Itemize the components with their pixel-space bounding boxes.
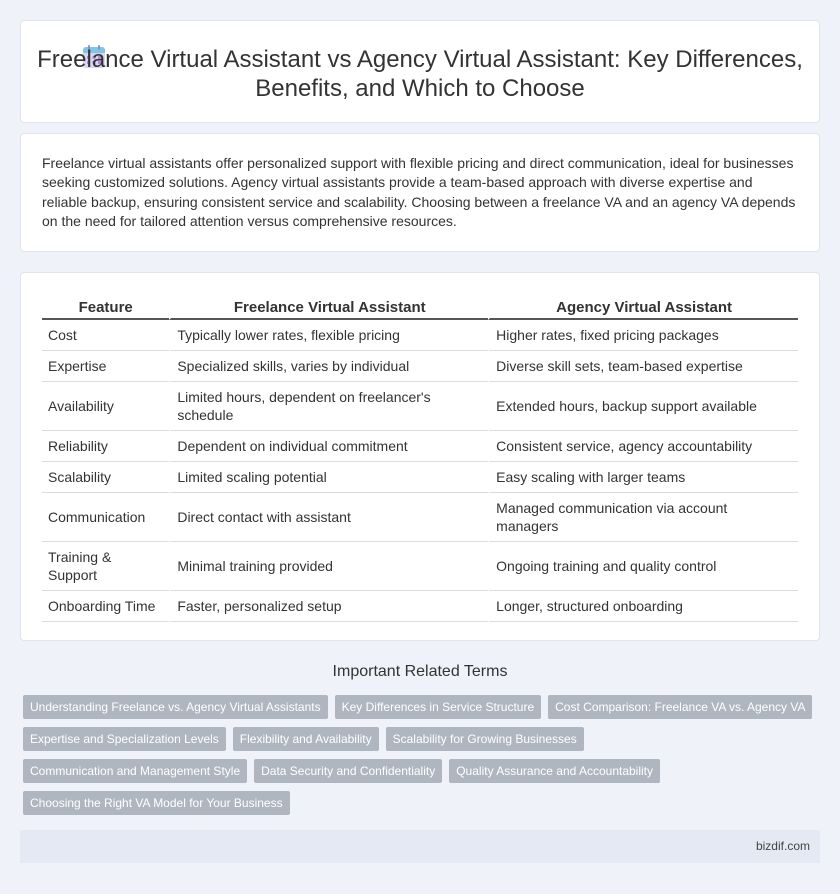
table-cell: Ongoing training and quality control xyxy=(488,542,798,591)
table-cell: Training & Support xyxy=(42,542,169,591)
table-cell: Communication xyxy=(42,493,169,542)
table-row xyxy=(42,351,798,382)
table-cell: Faster, personalized setup xyxy=(169,591,488,622)
table-cell: Diverse skill sets, team-based expertise xyxy=(488,351,798,382)
table-cell: Cost xyxy=(42,320,169,351)
table-row xyxy=(42,462,798,493)
related-term-tag[interactable]: Key Differences in Service Structure xyxy=(335,695,542,719)
table-cell: Easy scaling with larger teams xyxy=(488,462,798,493)
table-cell: Dependent on individual commitment xyxy=(169,431,488,462)
table-header: Agency Virtual Assistant xyxy=(488,295,798,320)
page-title: Freelance Virtual Assistant vs Agency Virtual Assistant: Key Differences, Benefits, and Which to Choose xyxy=(37,46,803,102)
table-cell: Specialized skills, varies by individual xyxy=(169,351,488,382)
table-cell: Extended hours, backup support available xyxy=(488,382,798,431)
table-cell: Limited hours, dependent on freelancer's schedule xyxy=(169,382,488,431)
related-term-tag[interactable]: Scalability for Growing Businesses xyxy=(386,727,584,751)
table-row xyxy=(42,320,798,351)
intro-paragraph: Freelance virtual assistants offer personalized support with flexible pricing and direct communication, ideal for businesses seeking customized solutions. Agency virtual assistants provide a team-based approach with diverse expertise and reliable backup, ensuring consistent service and scalability. Choosing between a freelance VA and an agency VA depends on the need for tailored attention versus comprehensive resources. xyxy=(42,155,796,229)
table-cell: Typically lower rates, flexible pricing xyxy=(169,320,488,351)
table-cell: Reliability xyxy=(42,431,169,462)
related-terms-list xyxy=(23,695,823,823)
table-cell: Availability xyxy=(42,382,169,431)
footer-site-link[interactable]: bizdif.com xyxy=(755,839,810,853)
table-cell: Higher rates, fixed pricing packages xyxy=(488,320,798,351)
table-cell: Managed communication via account managers xyxy=(488,493,798,542)
table-row xyxy=(42,382,798,431)
related-term-tag[interactable]: Cost Comparison: Freelance VA vs. Agency VA xyxy=(548,695,812,719)
title-card xyxy=(20,20,820,123)
related-term-tag[interactable]: Choosing the Right VA Model for Your Business xyxy=(23,791,290,815)
table-row xyxy=(42,591,798,622)
comparison-table xyxy=(42,295,798,622)
intro-card xyxy=(20,133,820,252)
table-row xyxy=(42,542,798,591)
related-term-tag[interactable]: Quality Assurance and Accountability xyxy=(449,759,660,783)
related-term-tag[interactable]: Understanding Freelance vs. Agency Virtual Assistants xyxy=(23,695,328,719)
table-row xyxy=(42,431,798,462)
table-cell: Onboarding Time xyxy=(42,591,169,622)
table-cell: Consistent service, agency accountability xyxy=(488,431,798,462)
table-cell: Minimal training provided xyxy=(169,542,488,591)
table-cell: Longer, structured onboarding xyxy=(488,591,798,622)
related-term-tag[interactable]: Data Security and Confidentiality xyxy=(254,759,442,783)
table-header: Freelance Virtual Assistant xyxy=(169,295,488,320)
table-cell: Limited scaling potential xyxy=(169,462,488,493)
related-term-tag[interactable]: Expertise and Specialization Levels xyxy=(23,727,226,751)
table-row xyxy=(42,493,798,542)
related-term-tag[interactable]: Flexibility and Availability xyxy=(233,727,379,751)
footer xyxy=(20,830,820,863)
table-cell: Expertise xyxy=(42,351,169,382)
comparison-card xyxy=(20,272,820,641)
table-cell: Direct contact with assistant xyxy=(169,493,488,542)
related-terms-heading: Important Related Terms xyxy=(332,663,508,680)
table-cell: Scalability xyxy=(42,462,169,493)
table-header: Feature xyxy=(42,295,169,320)
related-term-tag[interactable]: Communication and Management Style xyxy=(23,759,247,783)
